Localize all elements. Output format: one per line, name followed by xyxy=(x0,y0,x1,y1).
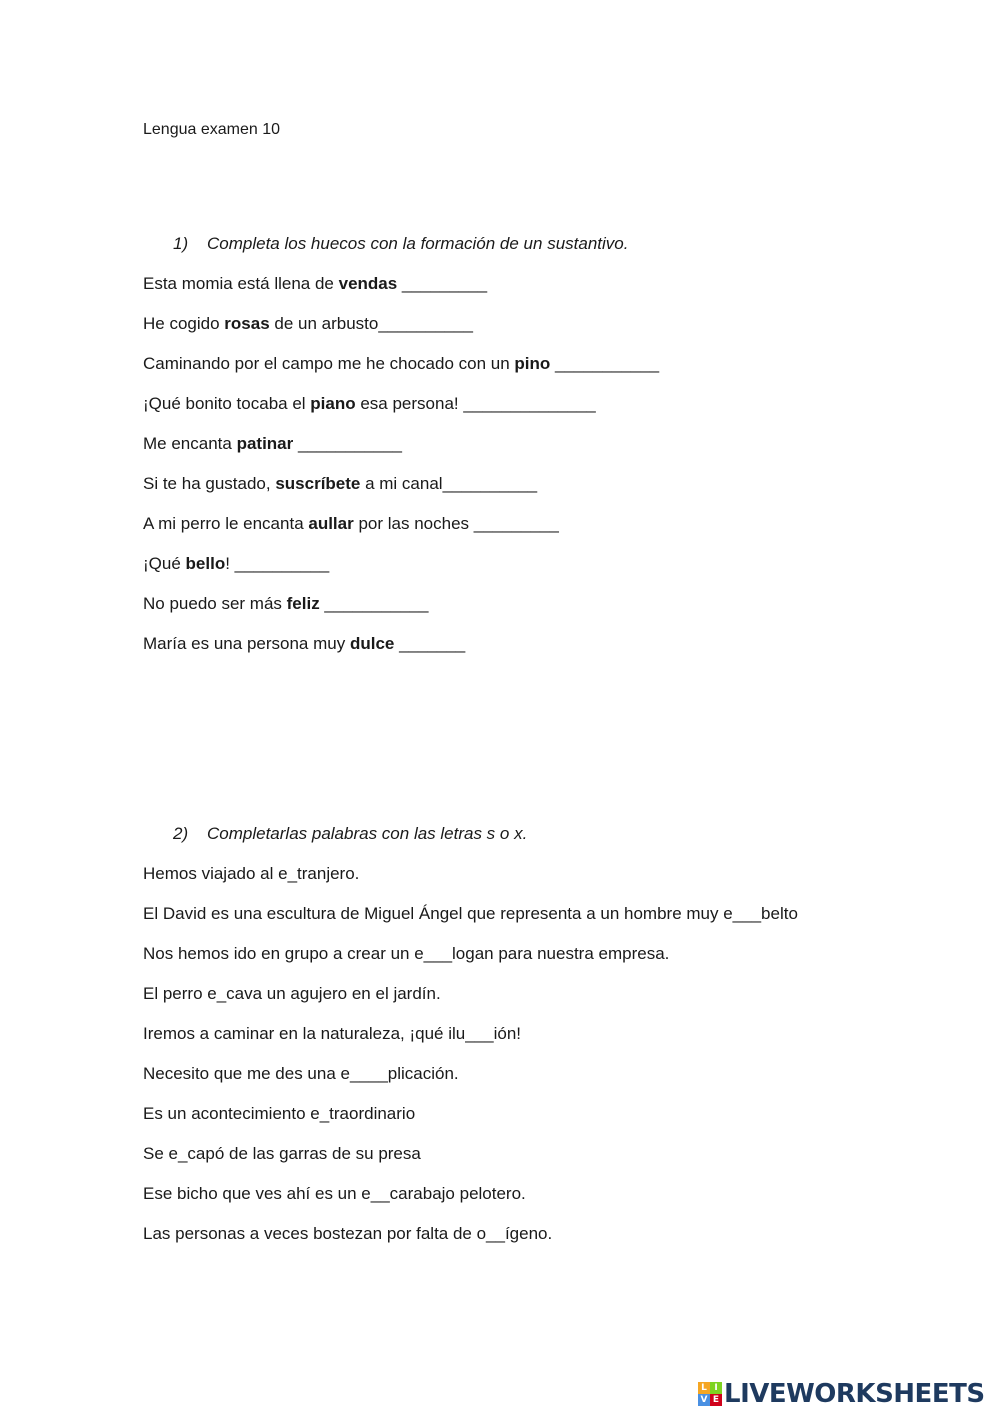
exercise-2-item: El perro e_cava un agujero en el jardín. xyxy=(143,984,441,1003)
section-2-instruction xyxy=(143,823,943,845)
logo-letter: I xyxy=(710,1382,722,1394)
exercise-1-item: ¡Qué bello! __________ xyxy=(143,554,330,573)
logo-letter: V xyxy=(698,1394,710,1406)
liveworksheets-logo-icon xyxy=(698,1382,722,1406)
exercise-2-item: Necesito que me des una e____plicación. xyxy=(143,1064,459,1083)
section-2 xyxy=(143,823,943,1263)
exercise-1-item: No puedo ser más feliz ___________ xyxy=(143,594,429,613)
exercise-2-item: Es un acontecimiento e_traordinario xyxy=(143,1104,416,1123)
section-2-instruction-text: Completarlas palabras con las letras s o x. xyxy=(207,824,528,843)
logo-letter: E xyxy=(710,1394,722,1406)
section-2-number: 2) xyxy=(173,824,189,843)
section-1-number: 1) xyxy=(173,234,189,253)
exercise-2-item: Hemos viajado al e_tranjero. xyxy=(143,864,360,883)
exercise-1-item: A mi perro le encanta aullar por las noches _________ xyxy=(143,514,559,533)
section-1 xyxy=(143,233,943,673)
exercise-2-item: Se e_capó de las garras de su presa xyxy=(143,1144,421,1163)
exercise-1-item: He cogido rosas de un arbusto__________ xyxy=(143,314,473,333)
exercise-1-item: María es una persona muy dulce _______ xyxy=(143,634,466,653)
exercise-2-item: Nos hemos ido en grupo a crear un e___logan para nuestra empresa. xyxy=(143,944,670,963)
section-1-instruction-text: Completa los huecos con la formación de un sustantivo. xyxy=(207,234,629,253)
section-1-instruction xyxy=(143,233,943,255)
liveworksheets-watermark xyxy=(698,1378,985,1410)
exercise-2-item: Iremos a caminar en la naturaleza, ¡qué ilu___ión! xyxy=(143,1024,521,1043)
page-title: Lengua examen 10 xyxy=(143,121,280,138)
exercise-2-item: Ese bicho que ves ahí es un e__carabajo pelotero. xyxy=(143,1184,526,1203)
exercise-1-item: Caminando por el campo me he chocado con un pino ___________ xyxy=(143,354,660,373)
exercise-2-item: Las personas a veces bostezan por falta de o__ígeno. xyxy=(143,1224,553,1243)
exercise-1-item: Esta momia está llena de vendas _________ xyxy=(143,274,488,293)
exercise-1-item: ¡Qué bonito tocaba el piano esa persona! ______________ xyxy=(143,394,596,413)
exercise-2-item: El David es una escultura de Miguel Ángel que representa a un hombre muy e___belto xyxy=(143,904,798,923)
exercise-1-item: Me encanta patinar ___________ xyxy=(143,434,402,453)
exercise-1-item: Si te ha gustado, suscríbete a mi canal__________ xyxy=(143,474,538,493)
watermark-text: LIVEWORKSHEETS xyxy=(724,1379,985,1409)
logo-letter: L xyxy=(698,1382,710,1394)
